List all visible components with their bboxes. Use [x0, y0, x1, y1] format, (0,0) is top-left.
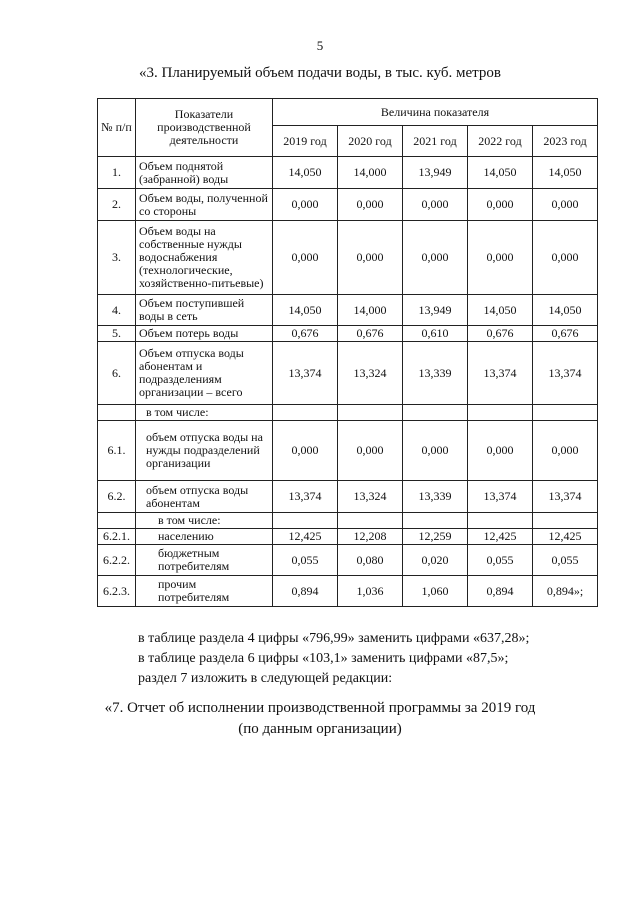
row-number: 6.2.1.: [98, 529, 136, 545]
row-value: 13,339: [403, 342, 468, 405]
row-label: бюджетным потребителям: [136, 545, 273, 576]
row-number: 6.2.3.: [98, 576, 136, 607]
row-value: 14,050: [533, 157, 598, 189]
table-row: [98, 576, 598, 607]
table-row: [98, 545, 598, 576]
row-value: 0,055: [468, 545, 533, 576]
row-value: 12,425: [468, 529, 533, 545]
row-value: [403, 513, 468, 529]
table-row: [98, 529, 598, 545]
table-row: [98, 405, 598, 421]
row-value: 0,000: [273, 421, 338, 481]
row-value: 14,050: [468, 157, 533, 189]
header-number: № п/п: [98, 99, 136, 157]
row-label: в том числе:: [136, 405, 273, 421]
row-value: 0,000: [533, 421, 598, 481]
table-row: [98, 513, 598, 529]
row-value: 0,055: [273, 545, 338, 576]
row-label: Объем воды на собственные нужды водоснабжения (технологические, хозяйственно-питьевые): [136, 221, 273, 295]
row-value: 14,050: [273, 295, 338, 326]
row-label: Объем отпуска воды абонентам и подразделениям организации – всего: [136, 342, 273, 405]
row-label: объем отпуска воды на нужды подразделений организации: [136, 421, 273, 481]
row-value: 13,374: [533, 481, 598, 513]
row-value: 0,894: [468, 576, 533, 607]
row-value: 0,000: [403, 421, 468, 481]
row-value: [273, 405, 338, 421]
row-value: [533, 405, 598, 421]
row-value: 14,000: [338, 295, 403, 326]
row-value: 0,080: [338, 545, 403, 576]
row-value: 13,949: [403, 295, 468, 326]
table-body: [98, 157, 598, 607]
row-value: 1,060: [403, 576, 468, 607]
row-value: 13,374: [273, 342, 338, 405]
table-row: [98, 189, 598, 221]
row-number: 5.: [98, 326, 136, 342]
row-number: [98, 513, 136, 529]
row-value: 0,000: [403, 221, 468, 295]
row-value: 14,050: [468, 295, 533, 326]
row-value: [403, 405, 468, 421]
row-number: 6.2.2.: [98, 545, 136, 576]
row-label: Объем потерь воды: [136, 326, 273, 342]
table-row: [98, 295, 598, 326]
row-value: 0,000: [468, 189, 533, 221]
row-value: 0,000: [338, 221, 403, 295]
row-value: 0,000: [533, 189, 598, 221]
row-value: [338, 513, 403, 529]
row-number: 2.: [98, 189, 136, 221]
header-year: 2023 год: [533, 126, 598, 157]
row-value: 0,894: [273, 576, 338, 607]
row-number: 6.2.: [98, 481, 136, 513]
row-value: 0,000: [338, 421, 403, 481]
report-title-line: (по данным организации): [238, 721, 402, 737]
row-value: 13,374: [273, 481, 338, 513]
row-value: 14,000: [338, 157, 403, 189]
row-value: 13,374: [468, 481, 533, 513]
header-year: 2022 год: [468, 126, 533, 157]
row-value: [468, 405, 533, 421]
row-label: Объем поднятой (забранной) воды: [136, 157, 273, 189]
row-value: 14,050: [533, 295, 598, 326]
water-supply-table: [97, 98, 598, 607]
row-value: 12,425: [273, 529, 338, 545]
row-value: [468, 513, 533, 529]
row-value: 0,676: [338, 326, 403, 342]
row-label: в том числе:: [136, 513, 273, 529]
row-value: 13,374: [533, 342, 598, 405]
row-number: 6.1.: [98, 421, 136, 481]
row-label: населению: [136, 529, 273, 545]
row-value: 1,036: [338, 576, 403, 607]
table-row: [98, 421, 598, 481]
row-number: 6.: [98, 342, 136, 405]
row-value: 0,000: [533, 221, 598, 295]
row-label: Объем поступившей воды в сеть: [136, 295, 273, 326]
row-value: 14,050: [273, 157, 338, 189]
page-number: 5: [316, 38, 324, 53]
table-row: [98, 342, 598, 405]
row-value: 13,949: [403, 157, 468, 189]
row-value: 12,425: [533, 529, 598, 545]
row-value: 13,324: [338, 342, 403, 405]
row-value: 0,055: [533, 545, 598, 576]
header-year: 2019 год: [273, 126, 338, 157]
row-value: 0,000: [403, 189, 468, 221]
row-value: 0,000: [338, 189, 403, 221]
row-value: 0,000: [468, 421, 533, 481]
amendment-paragraph: в таблице раздела 6 цифры «103,1» заменить цифрами «87,5»;: [138, 651, 509, 666]
row-number: 1.: [98, 157, 136, 189]
header-year: 2021 год: [403, 126, 468, 157]
row-value: [273, 513, 338, 529]
row-label: объем отпуска воды абонентам: [136, 481, 273, 513]
row-value: 0,676: [533, 326, 598, 342]
row-value: 0,000: [468, 221, 533, 295]
row-value: [338, 405, 403, 421]
row-value: 0,000: [273, 221, 338, 295]
row-value: 0,000: [273, 189, 338, 221]
header-indicator: Показатели производственной деятельности: [136, 99, 273, 157]
table-row: [98, 221, 598, 295]
row-value: 13,374: [468, 342, 533, 405]
row-number: 3.: [98, 221, 136, 295]
header-value-group: Величина показателя: [273, 99, 598, 126]
table-row: [98, 157, 598, 189]
section-title: «3. Планируемый объем подачи воды, в тыс. куб. метров: [138, 65, 502, 81]
row-value: 0,894»;: [533, 576, 598, 607]
table-row: [98, 481, 598, 513]
row-value: 12,259: [403, 529, 468, 545]
row-value: 0,610: [403, 326, 468, 342]
report-title: [0, 698, 640, 740]
row-label: Объем воды, полученной со стороны: [136, 189, 273, 221]
table-row: [98, 326, 598, 342]
amendment-paragraph: раздел 7 изложить в следующей редакции:: [138, 671, 393, 686]
row-label: прочим потребителям: [136, 576, 273, 607]
row-value: 13,339: [403, 481, 468, 513]
row-value: 0,676: [273, 326, 338, 342]
report-title-line: «7. Отчет об исполнении производственной программы за 2019 год: [104, 700, 536, 716]
row-value: 0,676: [468, 326, 533, 342]
amendment-paragraph: в таблице раздела 4 цифры «796,99» заменить цифрами «637,28»;: [138, 631, 530, 646]
row-value: 12,208: [338, 529, 403, 545]
row-number: [98, 405, 136, 421]
header-year: 2020 год: [338, 126, 403, 157]
row-value: 0,020: [403, 545, 468, 576]
row-number: 4.: [98, 295, 136, 326]
row-value: [533, 513, 598, 529]
row-value: 13,324: [338, 481, 403, 513]
